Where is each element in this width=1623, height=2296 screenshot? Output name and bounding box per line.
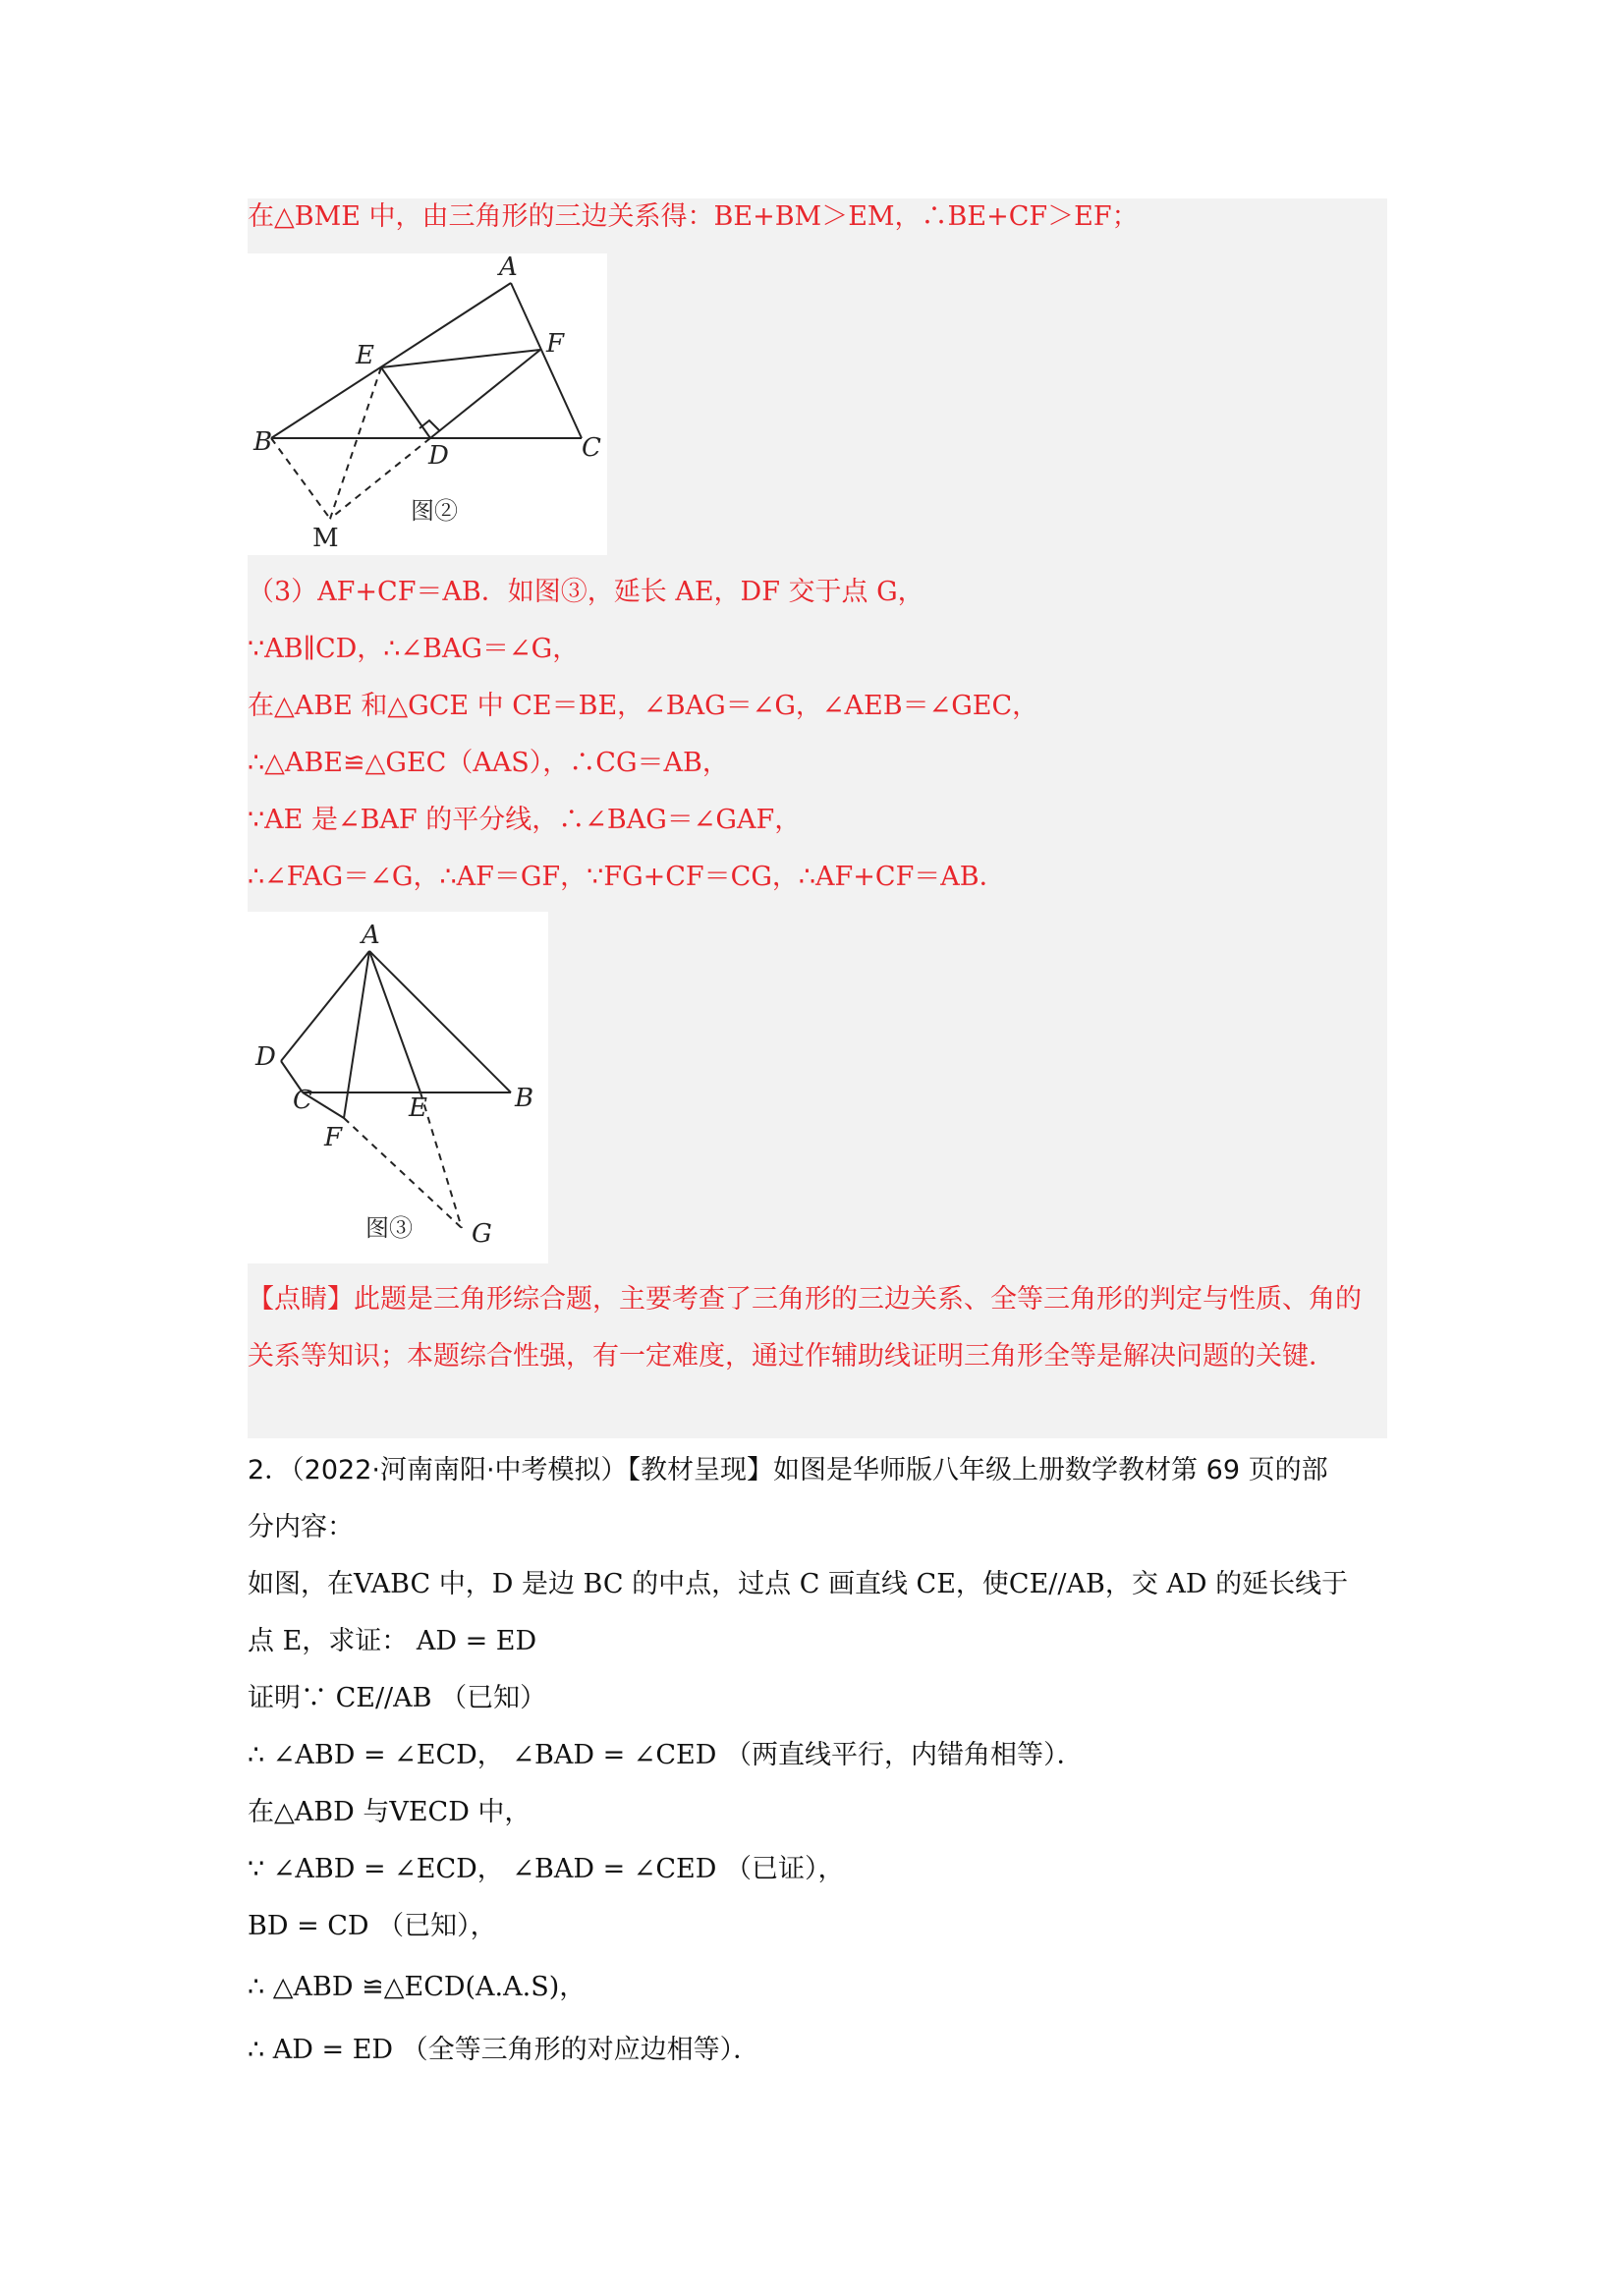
figure-2 bbox=[248, 253, 607, 555]
fig2-segment-ab bbox=[271, 283, 511, 438]
fig2-label-b: B bbox=[253, 427, 273, 457]
problem2-line-5: 证明∵ CE//AB （已知） bbox=[248, 1683, 547, 1713]
problem2-line-6: ∴ ∠ABD = ∠ECD， ∠BAD = ∠CED （两直线平行，内错角相等）． bbox=[248, 1740, 1084, 1770]
part3-line-2: ∵AB∥CD，∴∠BAG＝∠G， bbox=[248, 634, 580, 664]
problem2-line-3: 如图，在VABC 中，D 是边 BC 的中点，过点 C 画直线 CE，使CE//AB，交 AD 的延长线于 bbox=[248, 1569, 1349, 1599]
part3-line-5: ∵AE 是∠BAF 的平分线，∴∠BAG＝∠GAF， bbox=[248, 805, 802, 835]
fig3-label-c: C bbox=[293, 1086, 312, 1115]
part3-line-4: ∴△ABE≌△GEC（AAS），∴CG＝AB， bbox=[248, 748, 729, 778]
problem2-line-8: ∵ ∠ABD = ∠ECD， ∠BAD = ∠CED （已证）， bbox=[248, 1854, 845, 1884]
part3-line-6: ∴∠FAG＝∠G，∴AF＝GF，∵FG+CF＝CG，∴AF+CF＝AB． bbox=[248, 862, 1006, 892]
fig2-label-m: M bbox=[312, 524, 339, 553]
problem2-line-7: 在△ABD 与VECD 中， bbox=[248, 1797, 532, 1827]
fig3-label-g: G bbox=[472, 1219, 492, 1249]
fig2-label-e: E bbox=[356, 341, 374, 370]
fig3-label-d: D bbox=[255, 1042, 276, 1072]
problem2-line-4: 点 E，求证： AD = ED bbox=[248, 1626, 537, 1656]
fig2-caption: 图② bbox=[411, 497, 458, 525]
part3-line-1: （3）AF+CF＝AB．如图③，延长 AE，DF 交于点 G， bbox=[248, 577, 924, 607]
fig3-label-a: A bbox=[362, 921, 380, 950]
fig3-label-f: F bbox=[324, 1123, 343, 1152]
fig2-label-c: C bbox=[582, 433, 601, 463]
comment-paragraph: 【点睛】此题是三角形综合题，主要考查了三角形的三边关系、全等三角形的判定与性质、角的关系等知识；本题综合性强，有一定难度，通过作辅助线证明三角形全等是解决问题的关键． bbox=[248, 1284, 1362, 1372]
problem2-line-1: 2．（2022·河南南阳·中考模拟）【教材呈现】如图是华师版八年级上册数学教材第 69 页的部 bbox=[248, 1455, 1328, 1485]
fig3-label-e: E bbox=[409, 1093, 427, 1123]
part3-line-3: 在△ABE 和△GCE 中 CE＝BE，∠BAG＝∠G，∠AEB＝∠GEC， bbox=[248, 691, 1039, 721]
problem2-line-2: 分内容： bbox=[248, 1512, 354, 1542]
fig2-label-f: F bbox=[546, 329, 565, 359]
fig2-label-a: A bbox=[499, 253, 518, 282]
figure-3 bbox=[248, 912, 548, 1263]
problem2-line-11: ∴ AD = ED （全等三角形的对应边相等）． bbox=[248, 2035, 760, 2065]
problem2-line-9: BD = CD （已知）， bbox=[248, 1911, 497, 1941]
problem2-line-10: ∴ △ABD ≌△ECD(A.A.S)， bbox=[248, 1972, 587, 2002]
fig2-label-d: D bbox=[428, 441, 449, 471]
fig3-caption: 图③ bbox=[365, 1214, 413, 1242]
fig3-label-b: B bbox=[515, 1084, 534, 1113]
solution-line-bme: 在△BME 中，由三角形的三边关系得：BE+BM＞EM，∴BE+CF＞EF； bbox=[248, 201, 1139, 232]
